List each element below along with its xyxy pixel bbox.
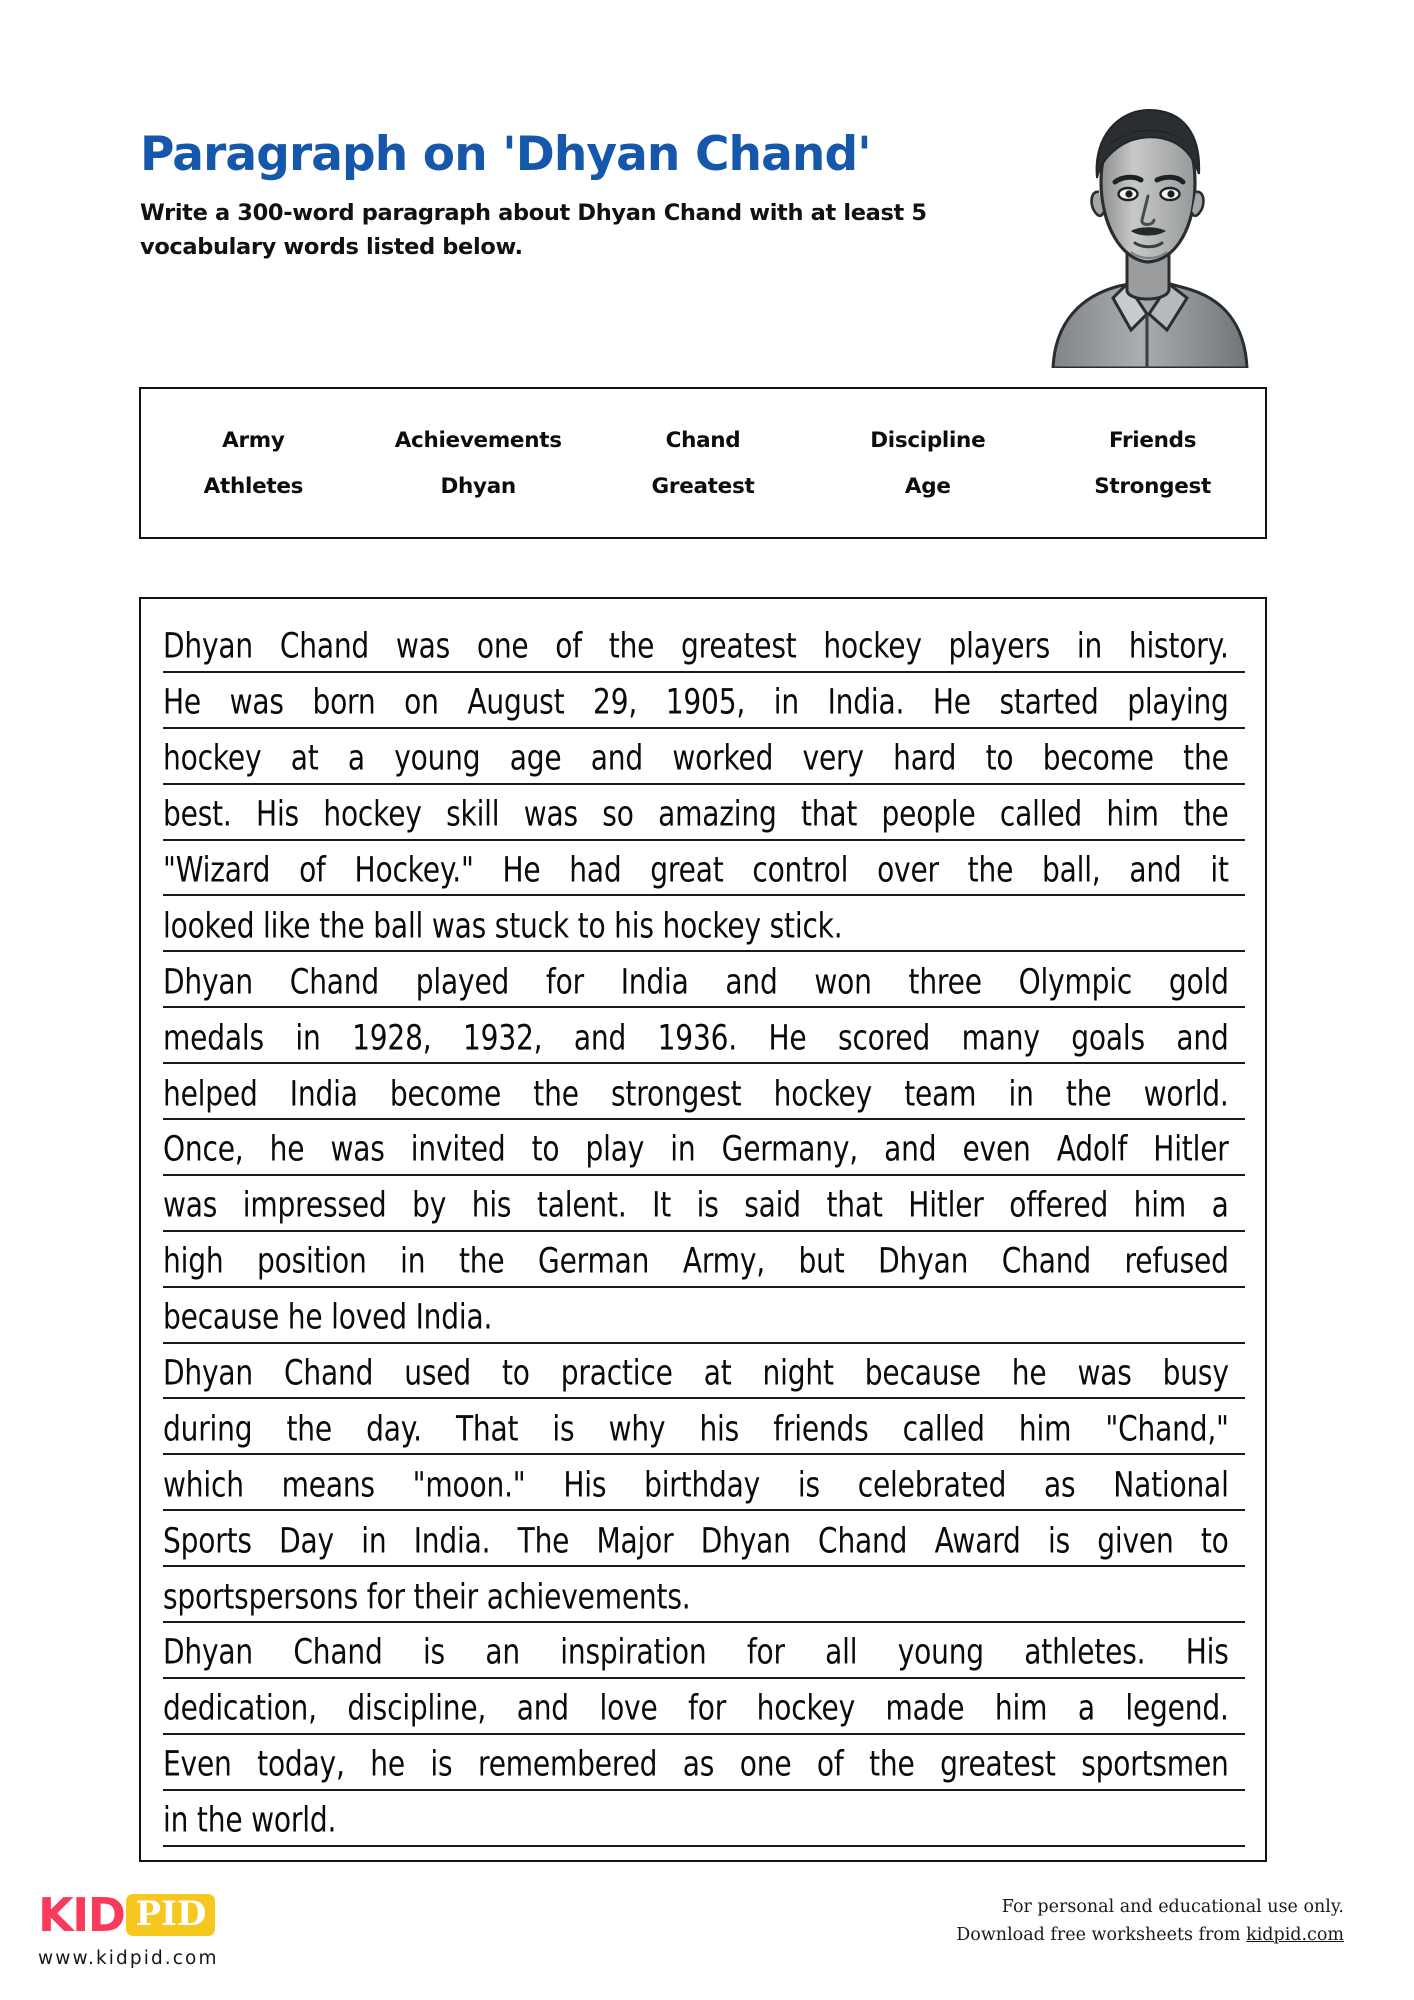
vocabulary-word: Dhyan [440,473,516,499]
vocabulary-word: Friends [1108,427,1197,453]
logo-pid-badge [126,1894,215,1936]
answer-line[interactable] [163,841,1245,897]
vocabulary-row [141,428,1265,453]
answer-line[interactable] [163,1232,1245,1288]
answer-line-text: looked like the ball was stuck to his hockey stick. [163,905,843,947]
answer-line[interactable] [163,1344,1245,1400]
vocabulary-word: Greatest [651,473,755,499]
logo-mark [38,1889,348,1941]
answer-line[interactable] [163,729,1245,785]
answer-line-text: hockey at a young age and worked very hard to become the [163,738,1229,779]
vocabulary-word: Achievements [394,427,562,453]
vocabulary-word-bank [139,387,1267,539]
answer-writing-area[interactable] [139,597,1267,1862]
answer-line[interactable] [163,673,1245,729]
logo-pid-text: PID [135,1894,207,1934]
answer-line-text: Even today, he is remembered as one of the greatest sportsmen [163,1744,1229,1785]
answer-line-text: was impressed by his talent. It is said that Hitler offered him a [163,1185,1229,1226]
logo-website-url: www.kidpid.com [38,1948,219,1969]
answer-line[interactable] [163,1399,1245,1455]
footer-note-line1: For personal and educational use only. [1001,1897,1344,1917]
answer-line[interactable] [163,1735,1245,1791]
logo-kid-text: KID [38,1888,125,1942]
kidpid-link[interactable]: kidpid.com [1246,1925,1344,1946]
ruled-lines [163,617,1245,1847]
footer-note-prefix: Download free worksheets from [956,1925,1247,1946]
vocabulary-word: Army [222,427,285,453]
answer-line[interactable] [163,1455,1245,1511]
answer-line-text: Sports Day in India. The Major Dhyan Chand Award is given to [163,1520,1229,1561]
answer-line-text: helped India become the strongest hockey team in the world. [163,1073,1229,1114]
answer-line-text: Dhyan Chand was one of the greatest hockey players in history. [163,626,1229,667]
answer-line-text: best. His hockey skill was so amazing that people called him the [163,794,1229,835]
answer-line-text: Dhyan Chand used to practice at night because he was busy [163,1352,1229,1394]
answer-line[interactable] [163,952,1245,1008]
vocabulary-word: Age [904,473,951,499]
header [140,127,1040,264]
answer-line[interactable] [163,1176,1245,1232]
answer-line-text: dedication, discipline, and love for hockey made him a legend. [163,1688,1229,1729]
answer-line[interactable] [163,1511,1245,1567]
answer-line-text: medals in 1928, 1932, and 1936. He scored many goals and [163,1017,1229,1058]
answer-line[interactable] [163,1679,1245,1735]
answer-line-text: sportspersons for their achievements. [163,1576,691,1617]
answer-line-text: Dhyan Chand is an inspiration for all young athletes. His [163,1632,1229,1673]
answer-line[interactable] [163,1288,1245,1344]
answer-line-text: Once, he was invited to play in Germany, and even Adolf Hitler [163,1129,1229,1170]
answer-line-text: Dhyan Chand played for India and won three Olympic gold [163,961,1229,1002]
page-title: Paragraph on 'Dhyan Chand' [140,127,871,182]
vocabulary-word: Chand [665,427,741,453]
answer-line-text: which means "moon." His birthday is celebrated as National [163,1464,1229,1505]
answer-line-text: in the world. [163,1800,337,1841]
dhyan-chand-portrait-illustration [1035,100,1260,368]
vocabulary-word: Discipline [870,427,986,453]
answer-line-text: He was born on August 29, 1905, in India. He started playing [163,682,1229,723]
instructions-text: Write a 300-word paragraph about Dhyan Chand with at least 5 vocabulary words listed below. [140,199,927,260]
answer-line[interactable] [163,1567,1245,1623]
answer-line[interactable] [163,1120,1245,1176]
answer-line-text: because he loved India. [163,1297,493,1338]
footer-usage-note [956,1893,1344,1950]
footer-note-line2 [956,1921,1344,1949]
answer-line[interactable] [163,1623,1245,1679]
answer-line[interactable] [163,896,1245,952]
answer-line-text: during the day. That is why his friends called him "Chand," [163,1408,1229,1450]
answer-line[interactable] [163,1791,1245,1847]
answer-line-text: "Wizard of Hockey." He had great control over the ball, and it [163,849,1229,891]
vocabulary-word: Strongest [1094,473,1211,499]
vocabulary-word: Athletes [203,473,304,499]
answer-line[interactable] [163,1008,1245,1064]
answer-line-text: high position in the German Army, but Dhyan Chand refused [163,1241,1229,1282]
answer-line[interactable] [163,617,1245,673]
vocabulary-row [141,474,1265,499]
kidpid-logo [38,1889,348,1984]
answer-line[interactable] [163,785,1245,841]
answer-line[interactable] [163,1064,1245,1120]
